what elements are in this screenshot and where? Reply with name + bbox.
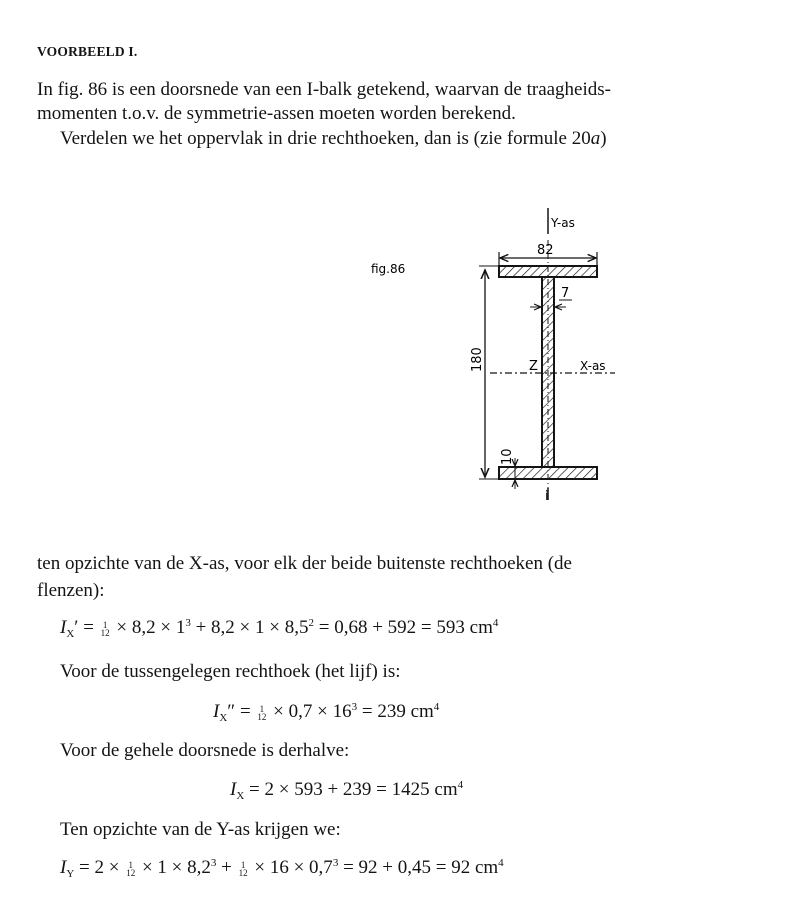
frac-den: 12 — [100, 628, 110, 638]
equation-ix-total — [230, 778, 463, 808]
x-axis-label: X-as — [580, 359, 606, 373]
eq4-symbol: I — [60, 857, 67, 878]
eq2-unit-exp: 4 — [433, 701, 440, 713]
eq1-fraction — [101, 621, 110, 637]
y-axis-label: Y-as — [551, 216, 575, 230]
frac-num: 1 — [102, 620, 108, 630]
eq4-exp-b: 3 — [332, 857, 339, 869]
eq1-prime: ′ — [74, 617, 79, 638]
eq1-symbol: I — [60, 617, 67, 638]
eq4-part-d: × 16 × 0,7 — [254, 857, 333, 878]
bottom-mark: i — [545, 489, 549, 504]
eq2-fraction — [257, 705, 266, 721]
y-axis-text: Ten opzichte van de Y-as krijgen we: — [60, 819, 341, 840]
eq3-symbol: I — [230, 779, 237, 800]
equation-ix-web: $I_X''$ = 1 12 × $0,7 \times 16^3 = 239$ $cm^4$ — [213, 701, 440, 724]
frac-num: 1 — [128, 860, 133, 870]
frac-num: 1 — [259, 704, 265, 714]
eq1-sub: X — [66, 628, 75, 640]
eq4-exp-a: 3 — [210, 857, 217, 869]
eq4-part-c: + — [221, 857, 232, 878]
intro-line-3-text: Verdelen we het oppervlak in drie rechthoeken, dan is (zie formule 20 — [60, 128, 591, 149]
eq1-part-b: + 8,2 × 1 × 8,5 — [195, 617, 309, 638]
frac-den: 12 — [126, 868, 136, 878]
figure-label: fig.86 — [371, 262, 406, 276]
eq3-body: = 2 × 593 + 239 = 1425 cm — [249, 779, 458, 800]
eq2-sub: X — [219, 712, 228, 724]
frac-num: 1 — [240, 860, 246, 870]
frac-den: 12 — [238, 868, 248, 878]
eq1-exp-b: 2 — [308, 617, 314, 629]
eq1-part-c: = 0,68 + 592 = 593 cm — [318, 617, 493, 638]
eq3-unit-exp: 4 — [457, 779, 464, 791]
eq4-fraction-2 — [239, 861, 248, 877]
equation-ix-flange: $I_X'$ = 1 12 × $8,2 \times 1^3 + 8,2 \times 1 \times 8,5^2 = 0,68 + 592 = 593$ $cm^4$ — [60, 617, 499, 640]
eq4-part-a: = 2 × — [79, 857, 120, 878]
dim-width-label: 82 — [537, 243, 554, 258]
eq4-part-b: × 1 × 8,2 — [141, 857, 211, 878]
frac-den: 12 — [257, 712, 267, 722]
intro-line-1: In fig. 86 is een doorsnede van een I-balk getekend, waarvan de traagheids- — [37, 79, 611, 100]
eq2-prime: ″ — [227, 701, 236, 722]
dim-height-label: 180 — [470, 347, 485, 372]
equation-iy — [60, 856, 504, 886]
eq4-fraction-1 — [126, 861, 135, 877]
dim-flange-label: 10 — [500, 448, 515, 465]
x-axis-text-line-1: ten opzichte van de X-as, voor elk der beide buitenste rechthoeken (de — [37, 553, 572, 574]
eq1-unit-exp: 4 — [492, 617, 499, 629]
eq4-unit-exp: 4 — [498, 857, 504, 869]
total-text: Voor de gehele doorsnede is derhalve: — [60, 740, 350, 761]
intro-line-3-end: ) — [600, 128, 607, 149]
example-heading: VOORBEELD I. — [37, 44, 138, 59]
eq1-part-a: × 8,2 × 1 — [116, 617, 186, 638]
intro-line-2: momenten t.o.v. de symmetrie-assen moeten worden berekend. — [37, 103, 516, 124]
dim-web-label: 7 — [561, 286, 570, 301]
eq2-exp-a: 3 — [351, 701, 358, 713]
eq4-sub: Y — [66, 868, 75, 880]
x-axis-text-line-2: flenzen): — [37, 580, 105, 601]
eq2-part-b: = 239 cm — [361, 701, 434, 722]
centroid-label: Z — [529, 359, 538, 374]
eq3-sub: X — [236, 790, 245, 802]
eq2-symbol: I — [213, 701, 220, 722]
web-text: Voor de tussengelegen rechthoek (het lijf) is: — [60, 661, 401, 682]
eq1-exp-a: 3 — [185, 617, 191, 629]
formula-ref-letter: a — [590, 128, 601, 149]
eq2-part-a: × 0,7 × 16 — [273, 701, 352, 722]
eq4-part-e: = 92 + 0,45 = 92 cm — [343, 857, 499, 878]
